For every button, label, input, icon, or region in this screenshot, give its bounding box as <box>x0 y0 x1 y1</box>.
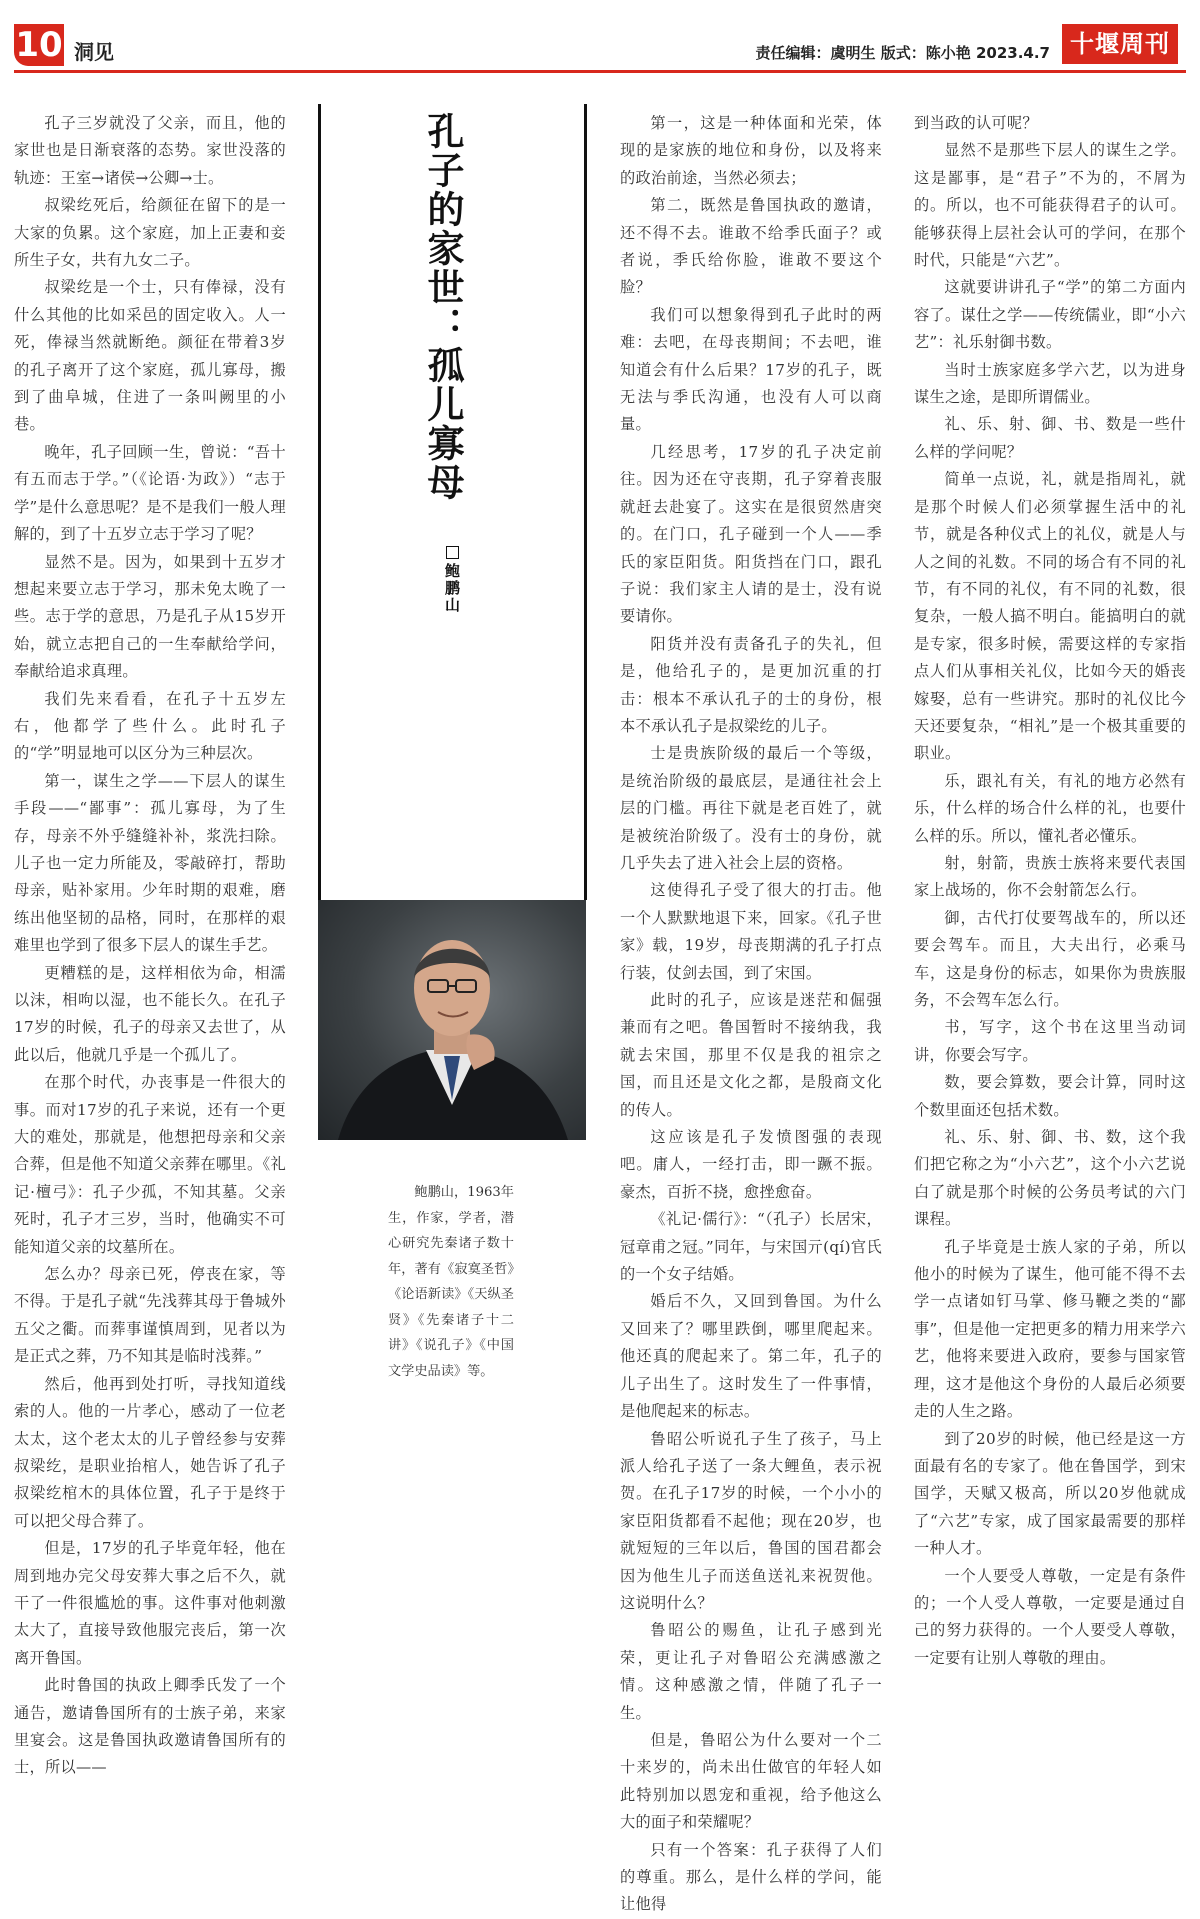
paragraph: 怎么办？母亲已死，停丧在家，等不得。于是孔子就“先浅葬其母于鲁城外五父之衢。而葬事谨慎周到，见者以为是正式之葬，乃不知其是临时浅葬。” <box>14 1265 286 1366</box>
paragraph: 鲁昭公听说孔子生了孩子，马上派人给孔子送了一条大鲤鱼，表示祝贺。在孔子17岁的时候，一个小小的家臣阳货都看不起他；现在20岁，也就短短的三年以后，鲁国的国君都会因为他生儿子而送鱼送礼来祝贺他。这说明什么？ <box>620 1429 882 1612</box>
text-column-1 <box>14 110 286 1782</box>
column-divider-right <box>584 104 587 900</box>
byline-square-icon <box>446 546 459 559</box>
paragraph: 当时士族家庭多学六艺，以为进身谋生之途，是即所谓儒业。 <box>914 360 1186 407</box>
page-number: 10 <box>15 25 63 65</box>
author-byline <box>442 546 463 614</box>
paragraph: 书，写字，这个书在这里当动词讲，你要会写字。 <box>914 1018 1186 1064</box>
paragraph: 但是，鲁昭公为什么要对一个二十来岁的，尚未出仕做官的年轻人如此特别加以恩宠和重视，给予他这么大的面子和荣耀呢？ <box>620 1730 882 1832</box>
portrait-illustration <box>318 900 586 1140</box>
paragraph: 此时的孔子，应该是迷茫和倔强兼而有之吧。鲁国暂时不接纳我，我就去宋国，那里不仅是我的祖宗之国，而且还是文化之都，是殷商文化的传人。 <box>620 991 882 1119</box>
text-column-4 <box>914 110 1186 1672</box>
paragraph: 礼、乐、射、御、书、数，这个我们把它称之为“小六艺”，这个小六艺说白了就是那个时候的公务员考试的六门课程。 <box>914 1128 1186 1229</box>
paragraph: 第一，这是一种体面和光荣，体现的是家族的地位和身份，以及将来的政治前途，当然必须去； <box>620 114 882 187</box>
author-bio-text: 鲍鹏山，1963年生，作家，学者，潜心研究先秦诸子数十年，著有《寂寞圣哲》《论语新读》《天纵圣贤》《先秦诸子十二讲》《说孔子》《中国文学史品读》等。 <box>388 1185 514 1379</box>
paragraph: 这就要讲讲孔子“学”的第二方面内容了。谋仕之学——传统儒业，即“小六艺”：礼乐射御书数。 <box>914 278 1186 352</box>
paragraph: 这使得孔子受了很大的打击。他一个人默默地退下来，回家。《孔子世家》载，19岁，母丧期满的孔子打点行装，仗剑去国，到了宋国。 <box>620 881 882 982</box>
paragraph: 简单一点说，礼，就是指周礼，就是那个时候人们必须掌握生活中的礼节，就是各种仪式上的礼仪，就是人与人之间的礼数。不同的场合有不同的礼节，有不同的礼仪，有不同的礼数，很复杂，一般人搞不明白。能搞明白的就是专家，很多时候，需要这样的专家指点人们从事相关礼仪，比如今天的婚丧嫁娶，总有一些讲究。那时的礼仪比今天还要复杂，“相礼”是一个极其重要的职业。 <box>914 470 1186 763</box>
paragraph: 然后，他再到处打听，寻找知道线索的人。他的一片孝心，感动了一位老太太，这个老太太的儿子曾经参与安葬叔梁纥，是职业抬棺人，她告诉了孔子叔梁纥棺木的具体位置，孔子于是终于可以把父母合葬了。 <box>14 1374 286 1530</box>
paragraph: 数，要会算数，要会计算，同时这个数里面还包括术数。 <box>914 1073 1186 1119</box>
paragraph: 《礼记·儒行》：“（孔子）长居宋，冠章甫之冠。”同年，与宋国亓(qí)官氏的一个女子结婚。 <box>620 1210 882 1284</box>
paragraph: 一个人要受人尊敬，一定是有条件的；一个人受人尊敬，一定要是通过自己的努力获得的。一个人要受人尊敬，一定要有让别人尊敬的理由。 <box>914 1566 1186 1667</box>
paragraph: 更糟糕的是，这样相依为命，相濡以沫，相呴以湿，也不能长久。在孔子17岁的时候，孔子的母亲又去世了，从此以后，他就几乎是一个孤儿了。 <box>14 963 286 1064</box>
paragraph: 叔梁纥是一个士，只有俸禄，没有什么其他的比如采邑的固定收入。人一死，俸禄当然就断绝。颜征在带着3岁的孔子离开了这个家庭，孤儿寡母，搬到了曲阜城，住进了一条叫阙里的小巷。 <box>14 278 286 434</box>
author-portrait <box>318 900 586 1140</box>
paragraph: 婚后不久，又回到鲁国。为什么又回来了？哪里跌倒，哪里爬起来。他还真的爬起来了。第二年，孔子的儿子出生了。这时发生了一件事情，是他爬起来的标志。 <box>620 1292 882 1421</box>
column-4-continuation: 到当政的认可呢？ <box>914 114 1038 132</box>
paragraph: 只有一个答案：孔子获得了人们的尊重。那么，是什么样的学问，能让他得 <box>620 1840 882 1914</box>
paragraph: 几经思考，17岁的孔子决定前往。因为还在守丧期，孔子穿着丧服就赶去赴宴了。这实在是很贸然唐突的。在门口，孔子碰到一个人——季氏的家臣阳货。阳货挡在门口，跟孔子说：我们家主人请的是士，没有说要请你。 <box>620 442 882 626</box>
paragraph: 我们先来看看，在孔子十五岁左右，他都学了些什么。此时孔子的“学”明显地可以区分为三种层次。 <box>14 689 286 763</box>
editor-credits: 责任编辑：虞明生 版式：陈小艳 2023.4.7 <box>755 44 1050 62</box>
paragraph: 乐，跟礼有关，有礼的地方必然有乐，什么样的场合什么样的礼，也要什么样的乐。所以，懂礼者必懂乐。 <box>914 771 1186 845</box>
paragraph: 鲁昭公的赐鱼，让孔子感到光荣，更让孔子对鲁昭公充满感激之情。这种感激之情，伴随了孔子一生。 <box>620 1621 882 1722</box>
paragraph: 士是贵族阶级的最后一个等级，是统治阶级的最底层，是通往社会上层的门槛。再往下就是老百姓了，就是被统治阶级了。没有士的身份，就几乎失去了进入社会上层的资格。 <box>620 744 882 872</box>
paragraph: 显然不是那些下层人的谋生之学。这是鄙事，是“君子”不为的，不屑为的。所以，也不可能获得君子的认可。能够获得上层社会认可的学问，在那个时代，只能是“六艺”。 <box>914 141 1186 270</box>
column-divider-left <box>318 104 321 900</box>
paragraph: 显然不是。因为，如果到十五岁才想起来要立志于学习，那未免太晚了一些。志于学的意思，乃是孔子从15岁开始，就立志把自己的一生奉献给学问，奉献给追求真理。 <box>14 552 286 681</box>
section-name: 洞见 <box>74 40 114 64</box>
header-rule <box>14 70 1186 73</box>
paragraph: 到了20岁的时候，他已经是这一方面最有名的专家了。他在鲁国学，到宋国学，天赋又极高，所以20岁他就成了“六艺”专家，成了国家最需要的那样一种人才。 <box>914 1429 1186 1558</box>
paragraph: 在那个时代，办丧事是一件很大的事。而对17岁的孔子来说，还有一个更大的难处，那就是，他想把母亲和父亲合葬，但是他不知道父亲葬在哪里。《礼记·檀弓》：孔子少孤，不知其墓。父亲死时，孔子才三岁，当时，他确实不可能知道父亲的坟墓所在。 <box>14 1073 286 1256</box>
paragraph: 此时鲁国的执政上卿季氏发了一个通告，邀请鲁国所有的士族子弟，来家里宴会。这是鲁国执政邀请鲁国所有的士，所以—— <box>14 1676 286 1777</box>
author-bio <box>388 1180 514 1384</box>
paragraph: 第一，谋生之学——下层人的谋生手段——“鄙事”：孤儿寡母，为了生存，母亲不外乎缝缝补补，浆洗扫除。儿子也一定力所能及，零敲碎打，帮助母亲，贴补家用。少年时期的艰难，磨练出他坚韧的品格，同时，在那样的艰难里也学到了很多下层人的谋生手艺。 <box>14 771 286 955</box>
paragraph: 我们可以想象得到孔子此时的两难：去吧，在母丧期间；不去吧，谁知道会有什么后果？17岁的孔子，既无法与季氏沟通，也没有人可以商量。 <box>620 305 882 434</box>
paragraph: 晚年，孔子回顾一生，曾说：“吾十有五而志于学。”（《论语·为政》）“志于学”是什么意思呢？是不是我们一般人理解的，到了十五岁立志于学习了呢？ <box>14 442 286 544</box>
paragraph: 礼、乐、射、御、书、数是一些什么样的学问呢？ <box>914 415 1186 461</box>
author-name: 鲍鹏山 <box>443 563 461 614</box>
paragraph: 射，射箭，贵族士族将来要代表国家上战场的，你不会射箭怎么行。 <box>914 853 1186 900</box>
text-column-3 <box>620 110 882 1919</box>
paragraph: 这应该是孔子发愤图强的表现吧。庸人，一经打击，即一蹶不振。豪杰，百折不挠，愈挫愈奋。 <box>620 1128 882 1201</box>
paragraph: 孔子三岁就没了父亲，而且，他的家世也是日渐衰落的态势。家世没落的轨迹：王室→诸侯→公卿→士。 <box>14 114 286 187</box>
masthead-logo: 十堰周刊 <box>1062 24 1178 64</box>
paragraph: 但是，17岁的孔子毕竟年轻，他在周到地办完父母安葬大事之后不久，就干了一件很尴尬的事。这件事对他刺激太大了，直接导致他服完丧后，第一次离开鲁国。 <box>14 1539 286 1667</box>
article-title: 孔子的家世：孤儿寡母 <box>421 112 465 502</box>
page-header <box>0 0 1200 72</box>
paragraph: 第二，既然是鲁国执政的邀请，还不得不去。谁敢不给季氏面子？或者说，季氏给你脸，谁敢不要这个脸？ <box>620 196 882 297</box>
paragraph: 叔梁纥死后，给颜征在留下的是一大家的负累。这个家庭，加上正妻和妾所生子女，共有九女二子。 <box>14 196 286 270</box>
paragraph: 阳货并没有责备孔子的失礼，但是，他给孔子的，是更加沉重的打击：根本不承认孔子的士的身份，根本不承认孔子是叔梁纥的儿子。 <box>620 634 882 735</box>
paragraph: 孔子毕竟是士族人家的子弟，所以他小的时候为了谋生，他可能不得不去学一点诸如钉马掌、修马鞭之类的“鄙事”，但是他一定把更多的精力用来学六艺，他将来要进入政府，要参与国家管理，这才是他这个身份的人最后必须要走的人生之路。 <box>914 1237 1186 1421</box>
paragraph: 御，古代打仗要驾战车的，所以还要会驾车。而且，大夫出行，必乘马车，这是身份的标志，如果你为贵族服务，不会驾车怎么行。 <box>914 908 1186 1009</box>
